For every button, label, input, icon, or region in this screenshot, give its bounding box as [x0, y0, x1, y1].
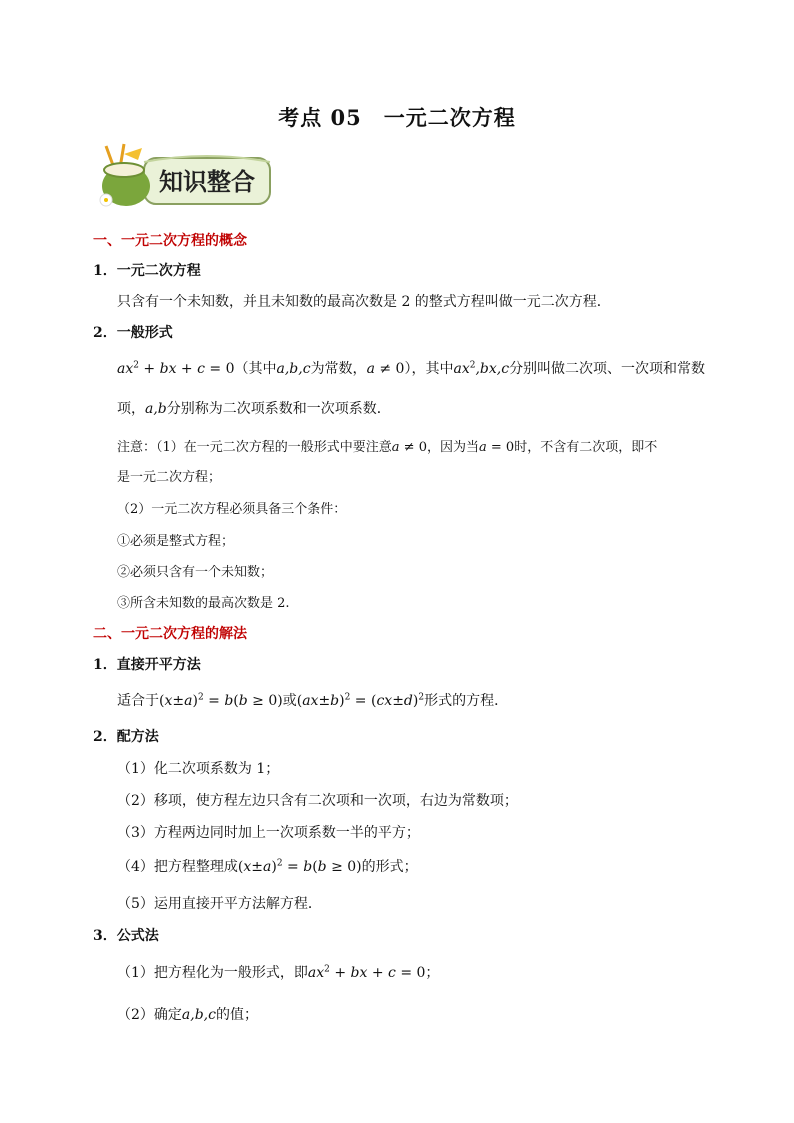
knowledge-badge	[94, 140, 276, 212]
title-code: 考点 05	[278, 105, 362, 130]
note-line3: （2）一元二次方程必须具备三个条件：	[117, 502, 347, 517]
general-form-line1: $ax^2$ + bx + c = 0（其中a,b,c为常数，a ≠ 0），其中$ax^2,bx,c$分别叫做二次项、一次项和常数	[117, 360, 706, 377]
badge-text: 知识整合	[159, 168, 255, 196]
note-line2: 是一元二次方程；	[117, 470, 222, 485]
formula-step1: （1）把方程化为一般形式，即$ax^2$ + bx + c = 0；	[117, 964, 440, 981]
umbrella-icon	[124, 148, 142, 160]
formula-step2: （2）确定a,b,c的值；	[117, 1007, 258, 1023]
complete-square-step2: （2）移项，使方程左边只含有二次项和一次项，右边为常数项；	[117, 793, 518, 809]
subsection-1-2-heading: 2．一般形式	[93, 325, 173, 341]
subsection-2-1-heading: 1．直接开平方法	[93, 657, 201, 673]
title-name: 一元二次方程	[383, 105, 516, 130]
direct-sqrt-text: 适合于$(x\pm a)^2 = b(b \ge 0)$或$(ax\pm b)^2 = (cx\pm d)^2$形式的方程．	[117, 692, 509, 709]
subsection-2-2-heading: 2．配方法	[93, 729, 159, 745]
subsection-2-3-heading: 3．公式法	[93, 928, 159, 944]
section-1-heading: 一、一元二次方程的概念	[93, 233, 247, 249]
definition-text: 只含有一个未知数，并且未知数的最高次数是 2 的整式方程叫做一元二次方程．	[117, 294, 611, 310]
complete-square-step1: （1）化二次项系数为 1；	[117, 761, 280, 777]
section-2-heading: 二、一元二次方程的解法	[93, 626, 247, 642]
note-line1: 注意：（1）在一元二次方程的一般形式中要注意a ≠ 0，因为当a = 0时，不含有二次项，即不	[117, 440, 658, 455]
complete-square-step4: （4）把方程整理成$(x\pm a)^2 = b(b \ge 0)$的形式；	[117, 858, 418, 875]
note-line5: ②必须只含有一个未知数；	[117, 565, 274, 580]
subsection-1-1-heading: 1．一元二次方程	[93, 263, 201, 279]
note-line6: ③所含未知数的最高次数是 2.	[117, 596, 290, 611]
note-line4: ①必须是整式方程；	[117, 534, 235, 549]
complete-square-step3: （3）方程两边同时加上一次项系数一半的平方；	[117, 825, 420, 841]
general-form-line2: 项，a,b分别称为二次项系数和一次项系数．	[117, 401, 391, 417]
complete-square-step5: （5）运用直接开平方法解方程．	[117, 896, 322, 912]
page-title	[0, 102, 794, 132]
